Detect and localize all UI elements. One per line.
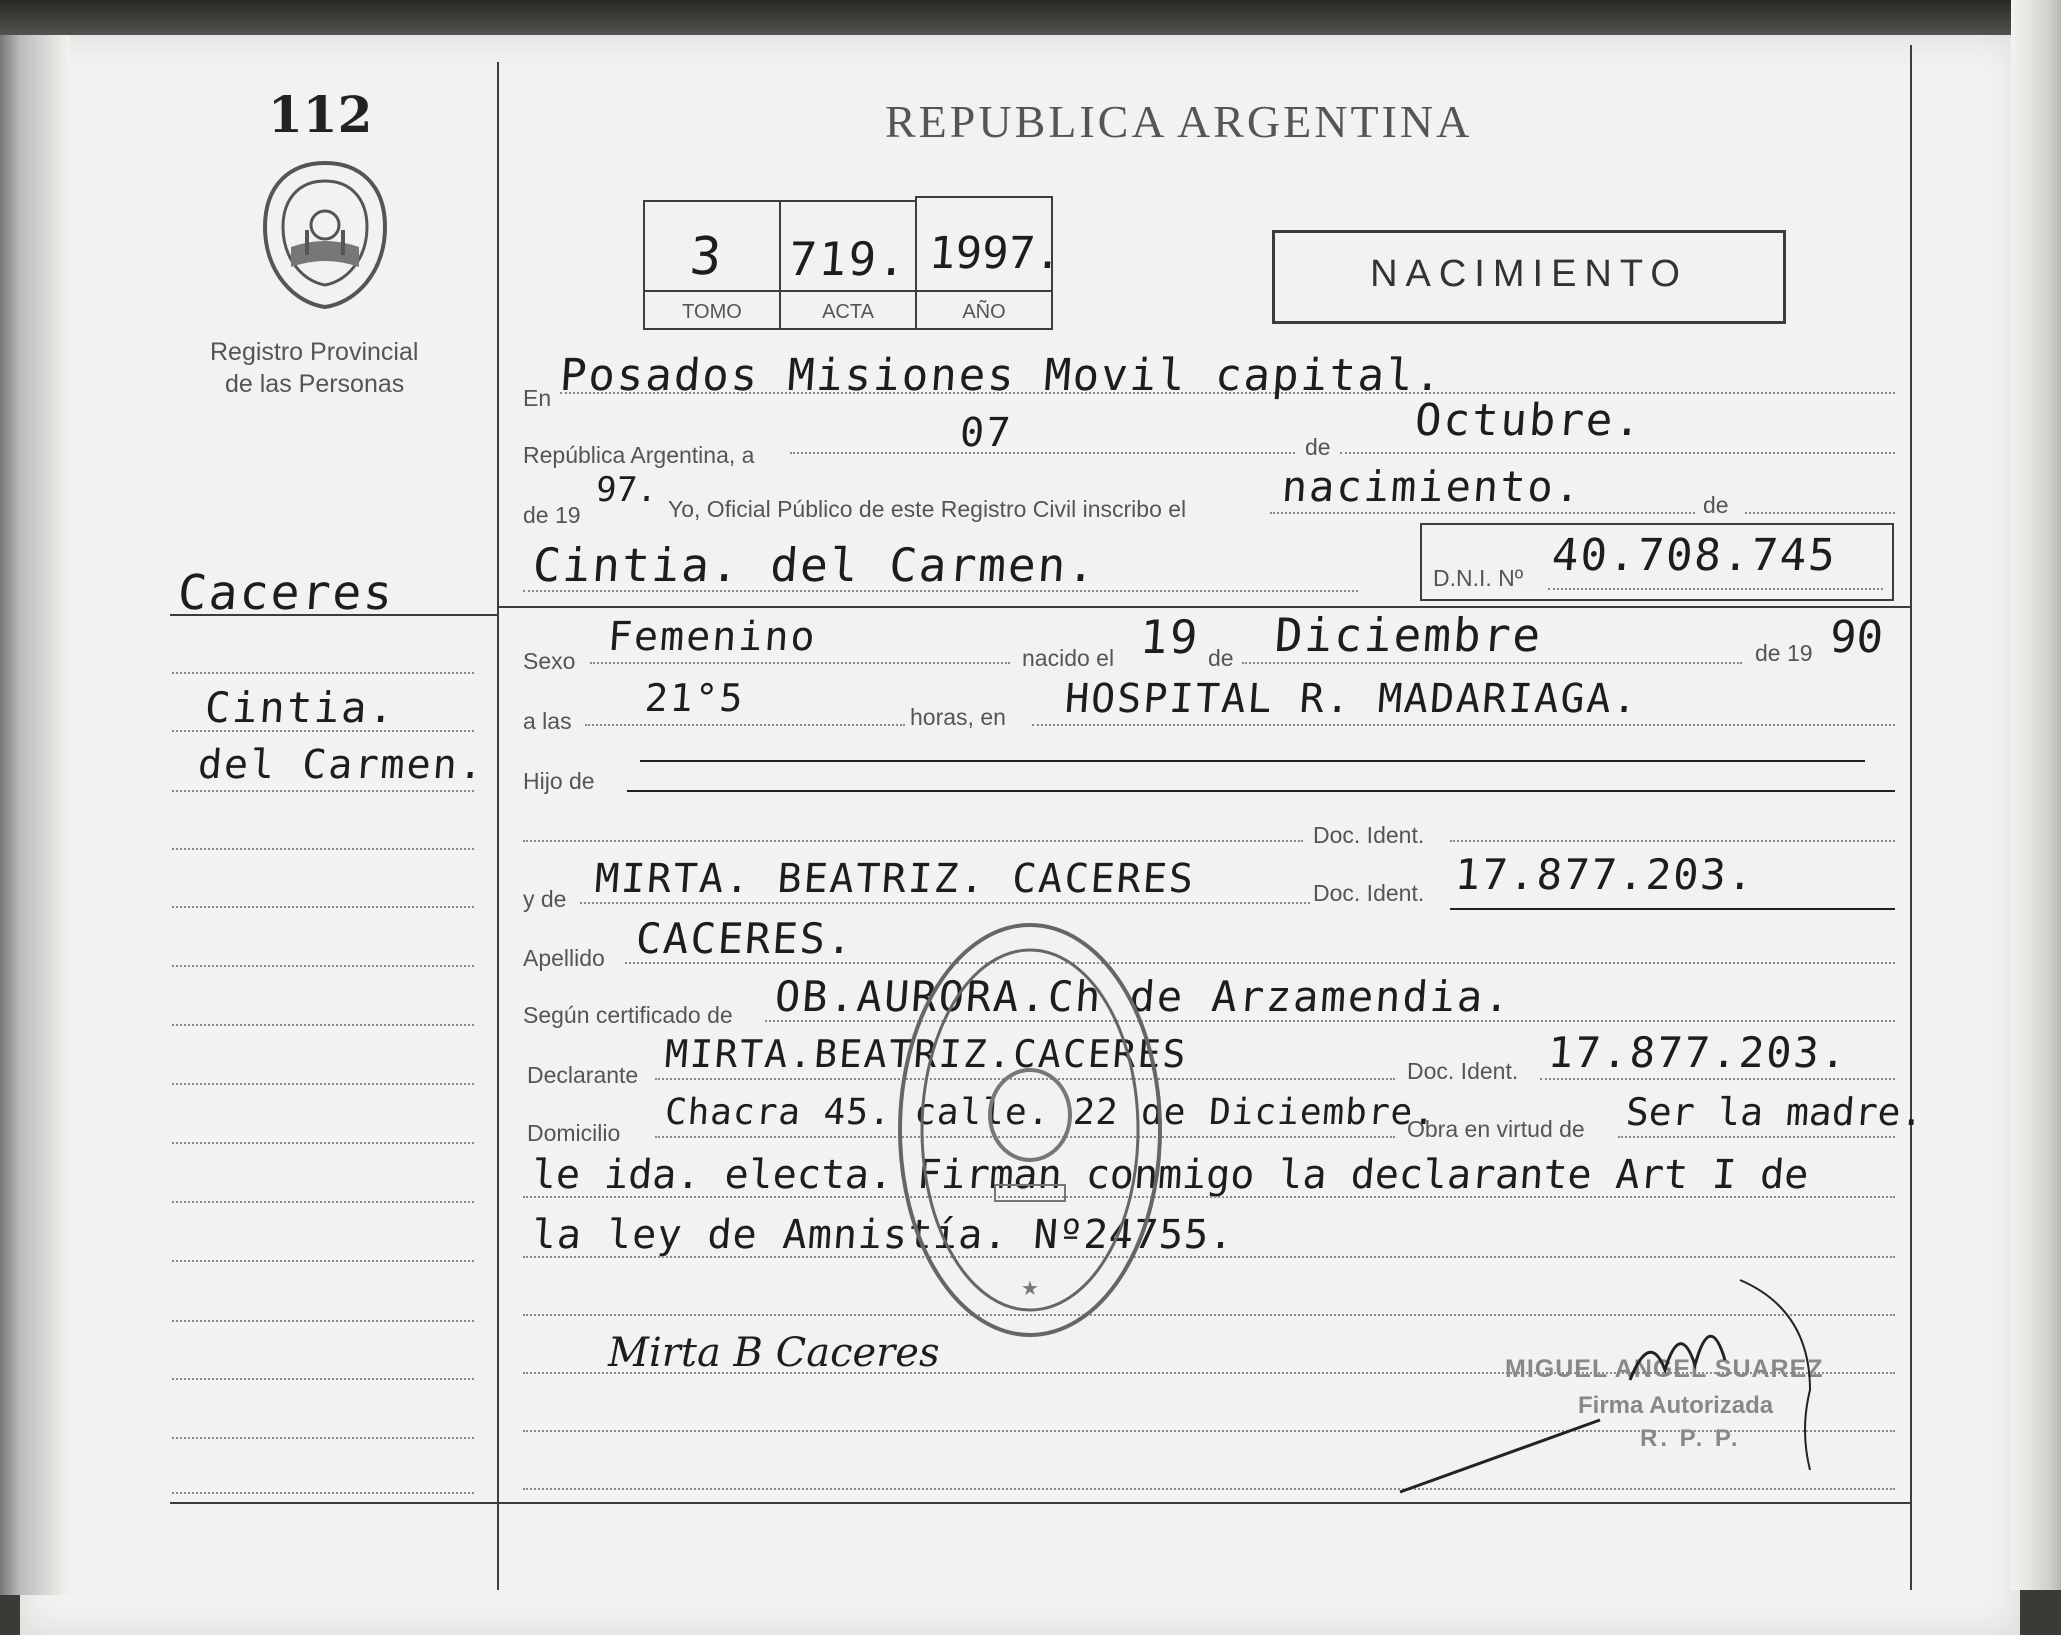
line-day bbox=[790, 452, 1295, 454]
value-mother: MIRTA. BEATRIZ. CACERES bbox=[593, 856, 1197, 902]
box-caption-line bbox=[643, 290, 1053, 292]
margin-surname: Caceres bbox=[176, 565, 397, 621]
line-mother bbox=[580, 902, 1310, 904]
value-birth-year: 90 bbox=[1828, 612, 1885, 663]
value-hour: 21°5 bbox=[643, 676, 747, 720]
margin-line bbox=[172, 906, 474, 908]
margin-line bbox=[172, 1320, 474, 1322]
book-top-edge bbox=[0, 0, 2061, 40]
value-birth-day: 19 bbox=[1138, 610, 1202, 664]
label-de-end: de bbox=[1703, 492, 1729, 518]
book-binding bbox=[0, 35, 70, 1595]
line-by-virtue bbox=[1618, 1136, 1895, 1138]
official-name: MIGUEL ANGEL SUAREZ bbox=[1505, 1355, 1824, 1383]
value-place: Posados Misiones Movil capital. bbox=[558, 350, 1445, 401]
line-dni bbox=[1548, 588, 1883, 590]
line-de-end bbox=[1745, 512, 1895, 514]
official-org: R. P. P. bbox=[1640, 1425, 1741, 1452]
line-surname bbox=[625, 962, 1895, 964]
book-right-edge bbox=[2011, 0, 2061, 1590]
svg-text:★: ★ bbox=[1021, 1278, 1039, 1300]
line-birth-month bbox=[1242, 662, 1742, 664]
value-hospital: HOSPITAL R. MADARIAGA. bbox=[1063, 676, 1641, 722]
label-apellido: Apellido bbox=[523, 945, 605, 971]
value-mother-doc: 17.877.203. bbox=[1453, 850, 1757, 899]
value-by-virtue: Ser la madre. bbox=[1624, 1090, 1925, 1134]
left-column-divider bbox=[497, 62, 499, 1590]
line-declarant-doc bbox=[1540, 1078, 1895, 1080]
label-sexo: Sexo bbox=[523, 648, 576, 674]
label-declarante: Declarante bbox=[527, 1062, 639, 1088]
label-yde: y de bbox=[523, 886, 567, 912]
line-record-of bbox=[1270, 512, 1695, 514]
margin-line bbox=[172, 1492, 474, 1494]
line-note-1 bbox=[523, 1196, 1895, 1198]
note-line-1: le ida. electa. Firman conmigo la declarante Art I de bbox=[530, 1152, 1810, 1198]
label-en: En bbox=[523, 385, 552, 411]
margin-line bbox=[172, 1437, 474, 1439]
label-docident3: Doc. Ident. bbox=[1407, 1058, 1519, 1084]
value-month: Octubre. bbox=[1413, 395, 1645, 446]
note-line-2: la ley de Amnistía. Nº24755. bbox=[530, 1212, 1236, 1258]
registry-name-line1: Registro Provincial bbox=[210, 338, 419, 366]
value-address: Chacra 45. calle. 22 de Diciembre. bbox=[663, 1092, 1438, 1133]
margin-line bbox=[172, 730, 474, 732]
value-dni: 40.708.745 bbox=[1550, 530, 1839, 581]
mother-doc-underline bbox=[1450, 908, 1895, 910]
margin-line bbox=[172, 848, 474, 850]
value-year: 97. bbox=[594, 470, 659, 510]
margin-line bbox=[172, 1201, 474, 1203]
label-docident: Doc. Ident. bbox=[1313, 822, 1425, 848]
label-hijo: Hijo de bbox=[523, 768, 595, 794]
margin-line bbox=[172, 965, 474, 967]
line-name bbox=[523, 590, 1358, 592]
line-sex bbox=[590, 662, 1010, 664]
father-struck-line-2 bbox=[627, 790, 1895, 792]
margin-line bbox=[172, 672, 474, 674]
label-yo: Yo, Oficial Público de este Registro Civil inscribo el bbox=[668, 496, 1187, 522]
label-de: de bbox=[1305, 434, 1331, 460]
margin-given-2: del Carmen. bbox=[196, 742, 487, 788]
line-hospital bbox=[1032, 724, 1895, 726]
label-republica: República Argentina, a bbox=[523, 442, 755, 468]
value-certificate: OB.AURORA.Ch de Arzamendia. bbox=[773, 972, 1514, 1021]
value-record-of: nacimiento. bbox=[1280, 462, 1584, 511]
value-day: 07 bbox=[958, 410, 1014, 456]
country-title: REPUBLICA ARGENTINA bbox=[885, 96, 1473, 147]
line-docident bbox=[1450, 840, 1895, 842]
label-docident2: Doc. Ident. bbox=[1313, 880, 1425, 906]
father-struck-line bbox=[640, 760, 1865, 762]
value-birth-month: Diciembre bbox=[1273, 608, 1545, 662]
acta-cell: 719. ACTA bbox=[779, 200, 917, 330]
value-declarant: MIRTA.BEATRIZ.CACERES bbox=[663, 1032, 1189, 1076]
value-name: Cintia. del Carmen. bbox=[531, 538, 1100, 592]
label-de-short: de bbox=[1208, 645, 1234, 671]
margin-line bbox=[172, 1083, 474, 1085]
value-surname: CACERES. bbox=[634, 914, 857, 963]
label-alas: a las bbox=[523, 708, 572, 734]
record-type-box bbox=[1272, 230, 1786, 324]
registry-name-line2: de las Personas bbox=[225, 370, 405, 398]
bottom-separator bbox=[170, 1502, 1912, 1504]
label-segun: Según certificado de bbox=[523, 1002, 733, 1028]
line-note-2 bbox=[523, 1256, 1895, 1258]
anio-cell: 1997. AÑO bbox=[915, 196, 1053, 330]
line-father-doc bbox=[523, 840, 1303, 842]
value-sex: Femenino bbox=[606, 614, 819, 660]
official-signature-icon bbox=[1390, 1270, 1830, 1500]
margin-line bbox=[172, 790, 474, 792]
margin-line bbox=[172, 1024, 474, 1026]
declarant-signature: Mirta B Caceres bbox=[608, 1330, 940, 1376]
registry-stamp-icon bbox=[890, 915, 1170, 1345]
header-separator bbox=[497, 606, 1911, 608]
margin-line bbox=[172, 1378, 474, 1380]
line-month bbox=[1340, 452, 1895, 454]
record-type: NACIMIENTO bbox=[1370, 253, 1688, 295]
label-domicilio: Domicilio bbox=[527, 1120, 621, 1146]
province-seal-icon bbox=[255, 155, 395, 315]
margin-line bbox=[172, 1260, 474, 1262]
label-horas: horas, en bbox=[910, 704, 1006, 730]
label-dni: D.N.I. Nº bbox=[1433, 565, 1524, 591]
margin-given-1: Cintia. bbox=[203, 683, 398, 732]
value-declarant-doc: 17.877.203. bbox=[1546, 1028, 1850, 1077]
label-de19b: de 19 bbox=[1755, 640, 1813, 666]
right-frame-line bbox=[1910, 45, 1912, 1590]
label-nacido: nacido el bbox=[1022, 645, 1115, 671]
label-de19: de 19 bbox=[523, 502, 581, 528]
page-number: 112 bbox=[268, 85, 373, 144]
tomo-cell: 3 TOMO bbox=[643, 200, 781, 330]
official-title: Firma Autorizada bbox=[1578, 1392, 1774, 1419]
margin-line bbox=[172, 1142, 474, 1144]
label-obra: Obra en virtud de bbox=[1407, 1116, 1585, 1142]
line-hour bbox=[585, 724, 905, 726]
